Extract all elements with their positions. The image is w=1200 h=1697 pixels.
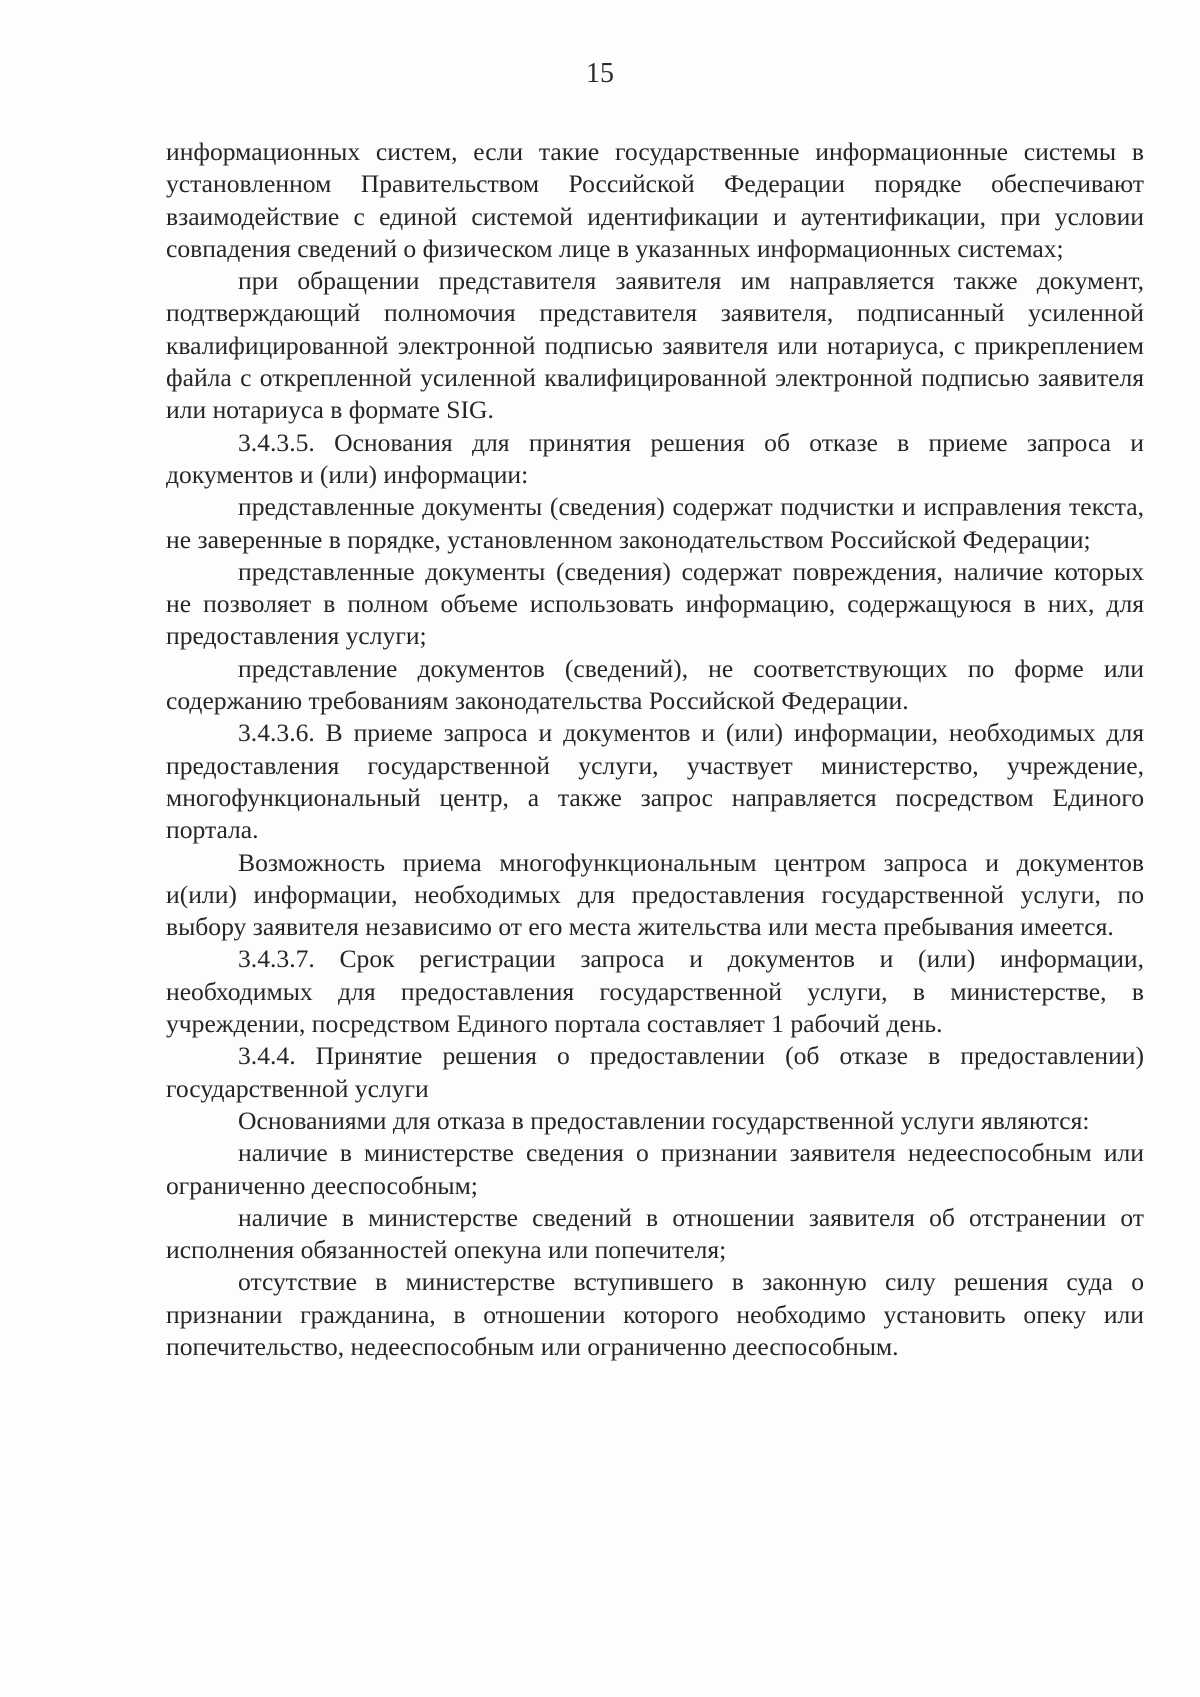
paragraph-refusal-grounds: Основаниями для отказа в предоставлении государственной услуги являются: (238, 1105, 1090, 1135)
paragraph-3-4-3-7: 3.4.3.7. Срок регистрации запроса и документов и (или) информации, необходимых для предоставления государственной услуги, в министерстве, в учреждении, посредством Единого портала составляет 1 рабочий день. (166, 944, 1144, 1039)
paragraph-3-4-3-5: 3.4.3.5. Основания для принятия решения об отказе в приеме запроса и документов и (или) информации: (166, 427, 1144, 489)
paragraph-removal: наличие в министерстве сведений в отношении заявителя об отстранении от исполнения обязанностей опекуна или попечителя; (166, 1202, 1144, 1265)
page-number: 15 (586, 58, 614, 89)
paragraph-incapacity: наличие в министерстве сведения о признании заявителя недееспособным или ограниченно дееспособным; (166, 1138, 1144, 1200)
paragraph-nonconforming: представление документов (сведений), не соответствующих по форме или содержанию требованиям законодательства Российской Федерации. (166, 653, 1144, 716)
paragraph-court-decision: отсутствие в министерстве вступившего в законную силу решения суда о признании гражданина, в отношении которого необходимо установить опеку или попечительство, недееспособным или ограниченно дееспособным. (166, 1267, 1144, 1361)
paragraph-damages: представленные документы (сведения) содержат повреждения, наличие которых не позволяет в полном объеме использовать информацию, содержащуюся в них, для предоставления услуги; (166, 556, 1144, 651)
paragraph-mfc-option: Возможность приема многофункциональным центром запроса и документов и(или) информации, необходимых для предоставления государственной услуги, по выбору заявителя независимо от его места жительства или места пребывания имеется. (166, 847, 1144, 942)
paragraph-corrections: представленные документы (сведения) содержат подчистки и исправления текста, не заверенные в порядке, установленном законодательством Российской Федерации; (166, 492, 1144, 554)
paragraph-3-4-4: 3.4.4. Принятие решения о предоставлении (об отказе в предоставлении) государственной услуги (166, 1041, 1144, 1103)
paragraph-3-4-3-6: 3.4.3.6. В приеме запроса и документов и (или) информации, необходимых для предоставления государственной услуги, участвует министерство, учреждение, многофункциональный центр, а также запрос направляется посредством Единого портала. (166, 718, 1144, 845)
document-body (166, 136, 1144, 1363)
paragraph-representative: при обращении представителя заявителя им направляется также документ, подтверждающий полномочия представителя заявителя, подписанный усиленной квалифицированной электронной подписью заявителя или нотариуса, с прикреплением файла с открепленной усиленной квалифицированной электронной подписью заявителя или нотариуса в формате SIG. (166, 266, 1144, 425)
paragraph-continuation: информационных систем, если такие государственные информационные системы в установленном Правительством Российской Федерации порядке обеспечивают взаимодействие с единой системой идентификации и аутентификации, при условии совпадения сведений о физическом лице в указанных информационных системах; (166, 137, 1144, 263)
